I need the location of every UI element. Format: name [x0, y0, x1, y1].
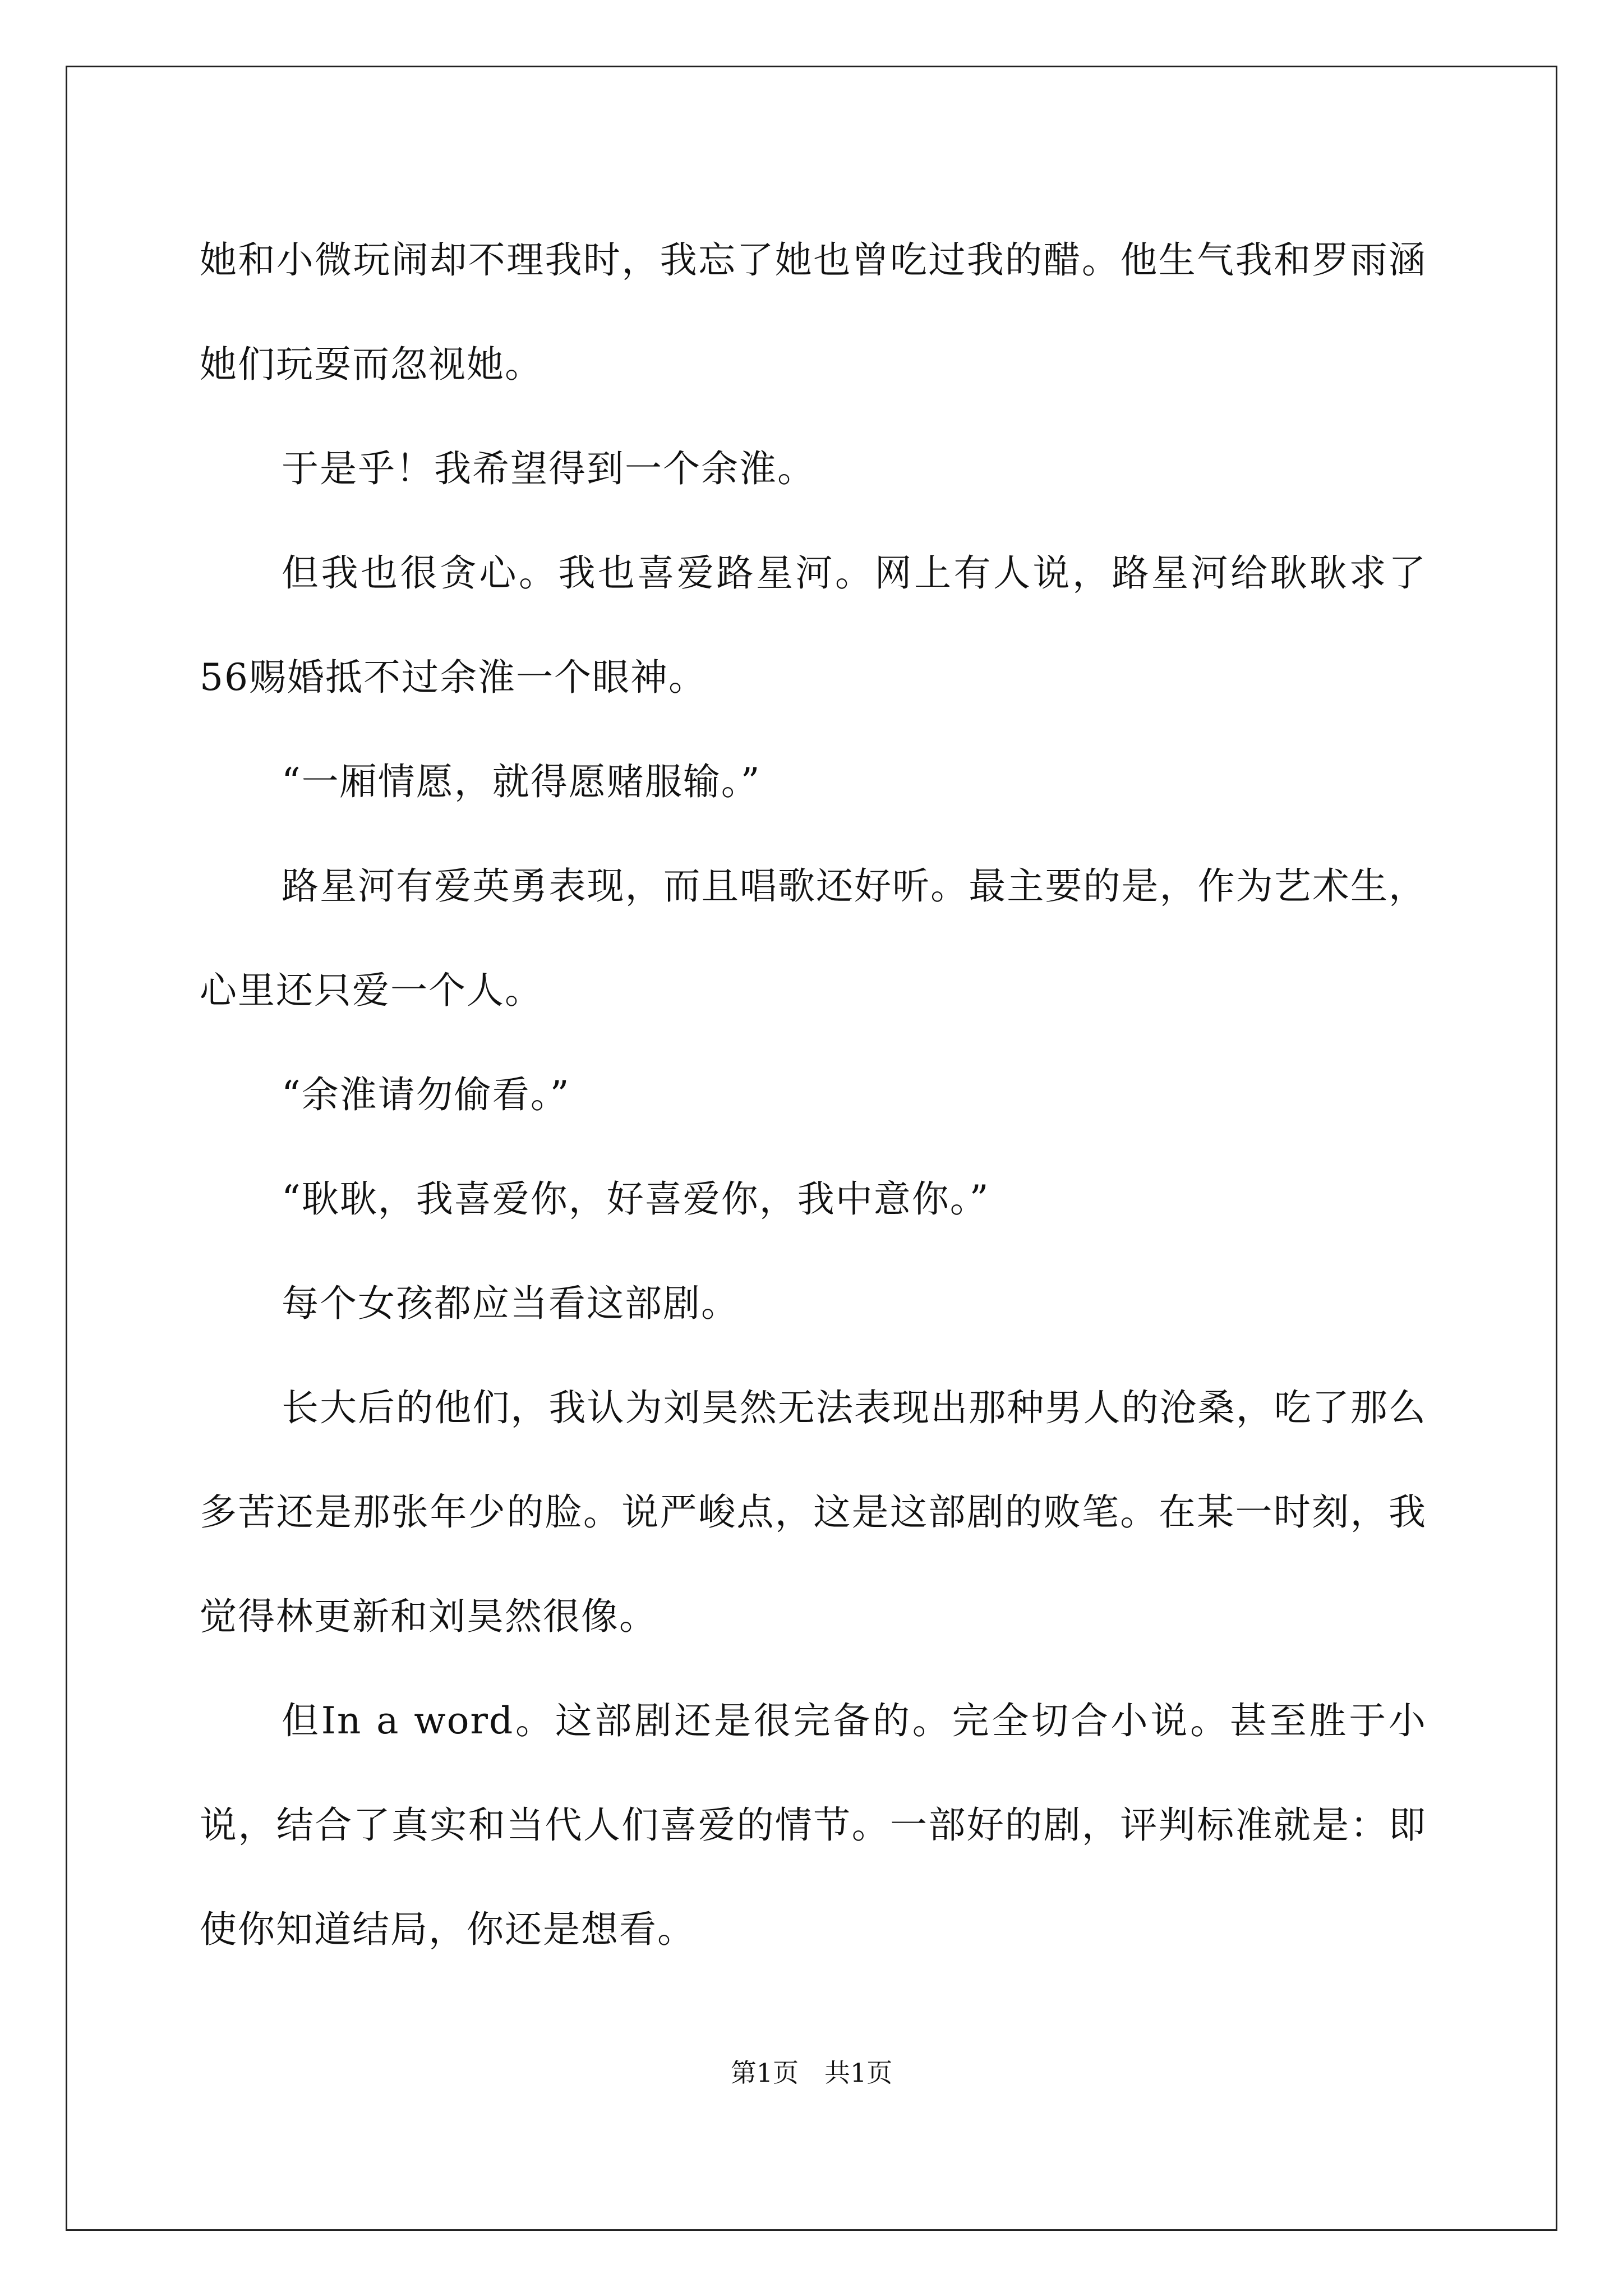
- paragraph: 但我也很贪心。我也喜爱路星河。网上有人说，路星河给耿耿求了56赐婚抵不过余淮一个眼神。: [200, 551, 1427, 699]
- paragraph: “一厢情愿，就得愿赌服输。”: [282, 760, 761, 803]
- paragraph: 但In a word。这部剧还是很完备的。完全切合小说。甚至胜于小说，结合了真实和当代人们喜爱的情节。一部好的剧，评判标准就是：即使你知道结局，你还是想看。: [200, 1699, 1427, 1951]
- paragraph: 每个女孩都应当看这部剧。: [282, 1282, 739, 1325]
- paragraph: 长大后的他们，我认为刘昊然无法表现出那种男人的沧桑，吃了那么多苦还是那张年少的脸。说严峻点，这是这部剧的败笔。在某一时刻，我觉得林更新和刘昊然很像。: [200, 1386, 1427, 1638]
- page-footer: 第1页 共1页: [730, 2058, 893, 2088]
- paragraph: 路星河有爱英勇表现，而且唱歌还好听。最主要的是，作为艺术生，心里还只爱一个人。: [200, 864, 1427, 1012]
- document-body: [200, 208, 1427, 1982]
- paragraph: 她和小微玩闹却不理我时，我忘了她也曾吃过我的醋。他生气我和罗雨涵她们玩耍而忽视她。: [200, 238, 1427, 386]
- paragraph: “余淮请勿偷看。”: [282, 1073, 570, 1116]
- paragraph: “耿耿，我喜爱你，好喜爱你，我中意你。”: [282, 1177, 990, 1221]
- paragraph: 于是乎！我希望得到一个余淮。: [282, 447, 815, 490]
